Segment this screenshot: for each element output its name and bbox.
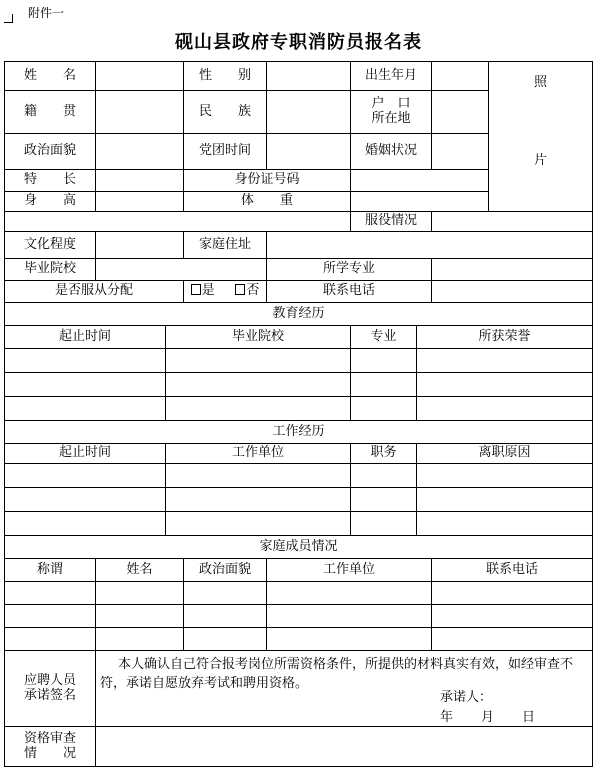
ethnicity-label: 民 族 [184,91,267,134]
no-checkbox[interactable] [235,284,245,295]
table-row [5,349,593,373]
family-cell[interactable] [184,628,267,651]
family-cell[interactable] [184,605,267,628]
military-spacer [5,212,351,232]
family-col-name: 姓名 [96,559,184,582]
photo-label-1: 照 [534,75,548,90]
corner-mark [4,14,13,23]
name-label: 姓 名 [5,62,96,91]
edu-cell[interactable] [166,397,351,421]
page-title: 砚山县政府专职消防员报名表 [175,32,422,53]
edu-cell[interactable] [5,373,166,397]
political-field[interactable] [96,134,184,170]
edu-cell[interactable] [417,397,593,421]
edu-col-school: 毕业院校 [166,326,351,349]
table-row [5,582,593,605]
hukou-label [351,91,432,134]
yes-option-label: 是 [201,283,215,299]
pledge-month: 月 [481,710,495,725]
edu-cell[interactable] [166,349,351,373]
work-cell[interactable] [166,488,351,512]
work-col-employer: 工作单位 [166,444,351,464]
work-cell[interactable] [417,488,593,512]
table-row [5,605,593,628]
family-cell[interactable] [96,605,184,628]
school-field[interactable] [96,259,267,281]
family-cell[interactable] [96,582,184,605]
review-label [5,727,96,767]
pledge-label-line2: 承诺签名 [23,687,76,703]
work-cell[interactable] [351,512,417,536]
family-col-phone: 联系电话 [432,559,593,582]
specialty-label: 特 长 [5,170,96,192]
table-row [5,373,593,397]
pledge-label [5,651,96,727]
address-field[interactable] [267,232,593,259]
school-label: 毕业院校 [5,259,96,281]
family-cell[interactable] [184,582,267,605]
family-col-relation: 称谓 [5,559,96,582]
phone-label: 联系电话 [267,281,432,303]
obey-assign-label: 是否服从分配 [5,281,184,303]
height-field[interactable] [96,192,184,212]
specialty-field[interactable] [96,170,184,192]
family-cell[interactable] [5,628,96,651]
major-field[interactable] [432,259,593,281]
family-cell[interactable] [432,582,593,605]
pledge-year: 年 [440,710,454,725]
education-section-title: 教育经历 [5,303,593,326]
review-label-line2: 情 况 [23,745,76,761]
edu-cell[interactable] [351,349,417,373]
work-cell[interactable] [5,488,166,512]
id-number-label: 身份证号码 [184,170,351,192]
edu-cell[interactable] [5,349,166,373]
pledge-box[interactable] [96,651,593,727]
table-row [5,628,593,651]
work-col-reason: 离职原因 [417,444,593,464]
edu-cell[interactable] [5,397,166,421]
work-cell[interactable] [351,488,417,512]
native-place-field[interactable] [96,91,184,134]
work-section-title: 工作经历 [5,421,593,444]
height-label: 身 高 [5,192,96,212]
edu-cell[interactable] [417,349,593,373]
edu-cell[interactable] [166,373,351,397]
work-cell[interactable] [351,464,417,488]
edu-cell[interactable] [351,373,417,397]
work-cell[interactable] [417,512,593,536]
pledge-signer-label: 承诺人： [440,690,493,705]
weight-field[interactable] [351,192,489,212]
work-cell[interactable] [5,464,166,488]
family-cell[interactable] [267,605,432,628]
family-col-employer: 工作单位 [267,559,432,582]
birth-field[interactable] [432,62,489,91]
name-field[interactable] [96,62,184,91]
marital-field[interactable] [432,134,489,170]
edu-col-period: 起止时间 [5,326,166,349]
table-row [5,488,593,512]
education-field[interactable] [96,232,184,259]
hukou-field[interactable] [432,91,489,134]
major-label: 所学专业 [267,259,432,281]
family-cell[interactable] [432,605,593,628]
ethnicity-field[interactable] [267,91,351,134]
phone-field[interactable] [432,281,593,303]
photo-label-2: 片 [534,153,548,168]
edu-col-major: 专业 [351,326,417,349]
work-cell[interactable] [417,464,593,488]
work-col-period: 起止时间 [5,444,166,464]
attachment-label: 附件一 [28,6,65,20]
marital-label: 婚姻状况 [351,134,432,170]
review-label-line1: 资格审查 [23,730,76,746]
gender-field[interactable] [267,62,351,91]
no-option-label: 否 [246,283,260,299]
review-field[interactable] [96,727,593,767]
edu-cell[interactable] [417,373,593,397]
pledge-text: 本人确认自己符合报考岗位所需资格条件，所提供的材料真实有效，如经审查不符，承诺自愿放弃考试和聘用资格。 [100,657,574,691]
birth-label: 出生年月 [351,62,432,91]
family-cell[interactable] [5,605,96,628]
family-cell[interactable] [96,628,184,651]
family-cell[interactable] [5,582,96,605]
education-label: 文化程度 [5,232,96,259]
table-row [5,464,593,488]
family-section-title: 家庭成员情况 [5,536,593,559]
work-cell[interactable] [5,512,166,536]
edu-col-honors: 所获荣誉 [417,326,593,349]
military-label: 服役情况 [351,212,432,232]
table-row [5,397,593,421]
party-time-field[interactable] [267,134,351,170]
hukou-label-line2: 所在地 [371,111,411,126]
yes-checkbox[interactable] [191,284,201,295]
family-cell[interactable] [432,628,593,651]
pledge-date [440,711,535,726]
military-field[interactable] [432,212,593,232]
gender-label: 性 别 [184,62,267,91]
registration-form [4,61,593,767]
photo-box[interactable] [489,62,593,212]
family-col-political: 政治面貌 [184,559,267,582]
obey-assign-options [184,281,267,303]
work-cell[interactable] [166,464,351,488]
hukou-label-line1: 户 口 [371,96,411,112]
weight-label: 体 重 [184,192,351,212]
family-cell[interactable] [267,628,432,651]
edu-cell[interactable] [351,397,417,421]
political-label: 政治面貌 [5,134,96,170]
pledge-label-line1: 应聘人员 [23,672,76,688]
family-cell[interactable] [267,582,432,605]
party-time-label: 党团时间 [184,134,267,170]
work-cell[interactable] [166,512,351,536]
address-label: 家庭住址 [184,232,267,259]
work-col-position: 职务 [351,444,417,464]
table-row [5,512,593,536]
id-number-field[interactable] [351,170,489,192]
native-place-label: 籍 贯 [5,91,96,134]
pledge-day: 日 [522,710,536,725]
